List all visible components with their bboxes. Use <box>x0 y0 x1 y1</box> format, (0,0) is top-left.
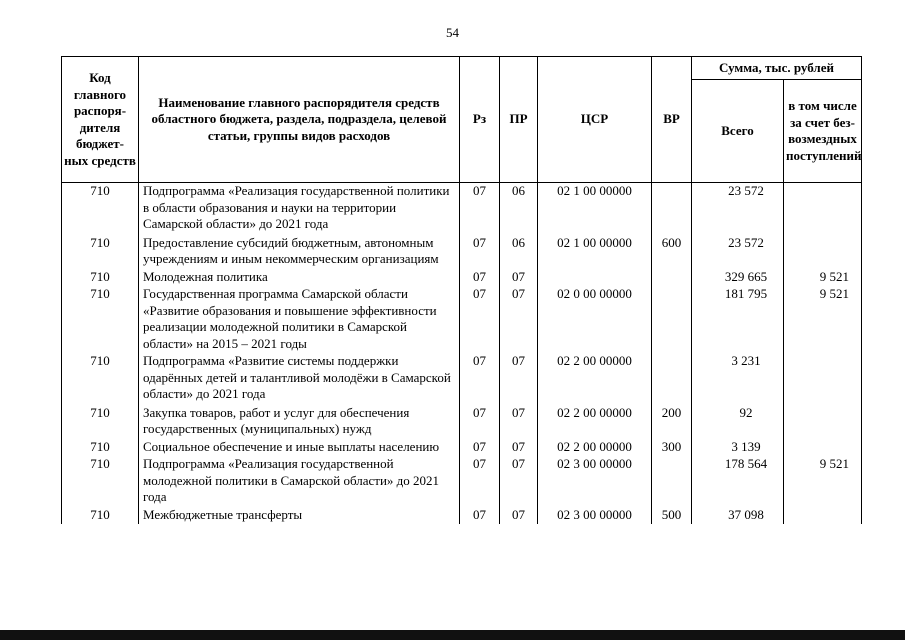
budget-table <box>61 56 862 524</box>
scan-edge <box>0 630 905 640</box>
cell-free: 9 521 <box>784 456 862 507</box>
cell-csr: 02 3 00 00000 <box>538 456 652 507</box>
cell-code: 710 <box>62 286 139 353</box>
cell-name: Закупка товаров, работ и услуг для обеспечения государственных (муниципальных) нужд <box>139 405 460 439</box>
cell-total: 92 <box>692 405 784 439</box>
cell-vr <box>652 456 692 507</box>
cell-total: 178 564 <box>692 456 784 507</box>
cell-code: 710 <box>62 353 139 405</box>
cell-free <box>784 353 862 405</box>
cell-total: 329 665 <box>692 269 784 287</box>
cell-csr: 02 2 00 00000 <box>538 353 652 405</box>
table-body <box>62 183 862 525</box>
cell-code: 710 <box>62 405 139 439</box>
cell-pr: 07 <box>500 286 538 353</box>
cell-vr <box>652 183 692 235</box>
cell-code: 710 <box>62 183 139 235</box>
cell-free: 9 521 <box>784 286 862 353</box>
cell-total: 37 098 <box>692 507 784 525</box>
table-row <box>62 456 862 507</box>
cell-rz: 07 <box>460 235 500 269</box>
header-pr: ПР <box>500 57 538 183</box>
cell-name: Молодежная политика <box>139 269 460 287</box>
cell-vr: 300 <box>652 439 692 457</box>
cell-name: Социальное обеспечение и иные выплаты населению <box>139 439 460 457</box>
cell-csr: 02 2 00 00000 <box>538 439 652 457</box>
header-name: Наименование главного распорядителя средств областного бюджета, раздела, подраздела, целевой статьи, группы видов расходов <box>139 57 460 183</box>
header-sum: Сумма, тыс. рублей <box>692 57 862 80</box>
cell-rz: 07 <box>460 405 500 439</box>
cell-code: 710 <box>62 507 139 525</box>
page-number: 54 <box>446 25 459 40</box>
cell-total: 181 795 <box>692 286 784 353</box>
header-code: Код главного распоря-дителя бюджет-ных средств <box>62 57 139 183</box>
cell-name: Подпрограмма «Развитие системы поддержки одарённых детей и талантливой молодёжи в Самарской области» до 2021 года <box>139 353 460 405</box>
cell-free <box>784 507 862 525</box>
cell-name: Подпрограмма «Реализация государственной политики в области образования и науки на территории Самарской области» до 2021 года <box>139 183 460 235</box>
cell-free <box>784 235 862 269</box>
header-free: в том числе за счет без-возмездных поступлений <box>784 80 862 183</box>
cell-pr: 07 <box>500 456 538 507</box>
cell-rz: 07 <box>460 183 500 235</box>
cell-total: 3 231 <box>692 353 784 405</box>
cell-pr: 07 <box>500 405 538 439</box>
cell-vr: 600 <box>652 235 692 269</box>
cell-free <box>784 405 862 439</box>
cell-vr <box>652 269 692 287</box>
cell-csr: 02 1 00 00000 <box>538 183 652 235</box>
table-row <box>62 353 862 405</box>
cell-csr: 02 2 00 00000 <box>538 405 652 439</box>
cell-total: 23 572 <box>692 235 784 269</box>
cell-name: Подпрограмма «Реализация государственной молодежной политики в Самарской области» до 2021 года <box>139 456 460 507</box>
table-row <box>62 235 862 269</box>
cell-csr: 02 1 00 00000 <box>538 235 652 269</box>
cell-code: 710 <box>62 456 139 507</box>
cell-csr <box>538 269 652 287</box>
cell-pr: 07 <box>500 353 538 405</box>
cell-code: 710 <box>62 235 139 269</box>
cell-csr: 02 0 00 00000 <box>538 286 652 353</box>
cell-free: 9 521 <box>784 269 862 287</box>
table-row <box>62 507 862 525</box>
cell-code: 710 <box>62 269 139 287</box>
cell-pr: 07 <box>500 269 538 287</box>
cell-code: 710 <box>62 439 139 457</box>
header-vr: ВР <box>652 57 692 183</box>
cell-name: Государственная программа Самарской области «Развитие образования и повышение эффективности реализации молодежной политики в Самарской области» на 2015 – 2021 годы <box>139 286 460 353</box>
cell-name: Межбюджетные трансферты <box>139 507 460 525</box>
cell-vr <box>652 286 692 353</box>
cell-pr: 07 <box>500 507 538 525</box>
header-rz: Рз <box>460 57 500 183</box>
cell-pr: 06 <box>500 235 538 269</box>
cell-total: 3 139 <box>692 439 784 457</box>
cell-pr: 06 <box>500 183 538 235</box>
cell-rz: 07 <box>460 439 500 457</box>
cell-name: Предоставление субсидий бюджетным, автономным учреждениям и иным некоммерческим организациям <box>139 235 460 269</box>
cell-free <box>784 183 862 235</box>
table-row <box>62 405 862 439</box>
cell-csr: 02 3 00 00000 <box>538 507 652 525</box>
table-row <box>62 286 862 353</box>
cell-vr: 200 <box>652 405 692 439</box>
table-row <box>62 269 862 287</box>
cell-pr: 07 <box>500 439 538 457</box>
header-total: Всего <box>692 80 784 183</box>
table-row <box>62 439 862 457</box>
cell-rz: 07 <box>460 269 500 287</box>
cell-rz: 07 <box>460 286 500 353</box>
table-row <box>62 183 862 235</box>
cell-total: 23 572 <box>692 183 784 235</box>
cell-rz: 07 <box>460 507 500 525</box>
cell-free <box>784 439 862 457</box>
table-header <box>62 57 862 183</box>
cell-vr: 500 <box>652 507 692 525</box>
cell-rz: 07 <box>460 353 500 405</box>
cell-rz: 07 <box>460 456 500 507</box>
header-csr: ЦСР <box>538 57 652 183</box>
cell-vr <box>652 353 692 405</box>
